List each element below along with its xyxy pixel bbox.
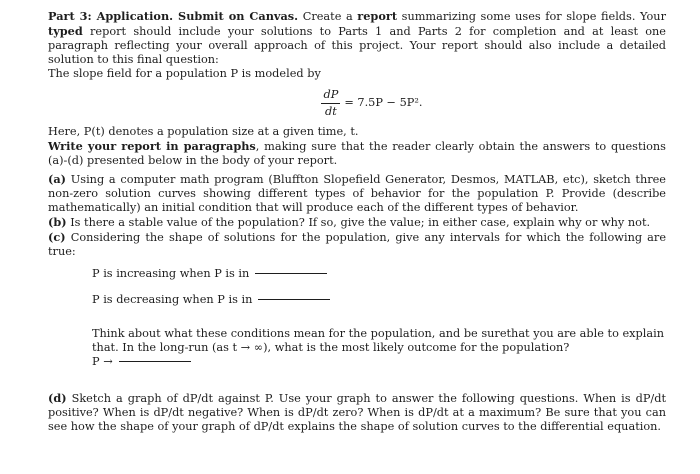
think-paragraph: Think about what these conditions mean for the population, and be surethat you are able to explain that. In the long-run (as t → ∞), what is the most likely outcome for the population? [92,327,664,354]
equation-rhs: = 7.5P − 5P². [344,96,423,109]
question-b-text: Is there a stable value of the population? If so, give the value; in either case, explain why or why not. [70,216,651,229]
question-a [48,172,666,215]
equation-denominator: dt [325,104,337,118]
document-page [48,9,666,434]
increasing-line [92,267,666,281]
intro-paragraph [48,9,666,67]
question-b [48,215,666,230]
limit-text: P → [92,355,113,368]
write-instruction-bold: Write your report in paragraphs [48,139,256,153]
decreasing-text: P is decreasing when P is in [92,293,253,306]
question-b-label: (b) [48,215,67,229]
differential-equation [78,86,666,120]
question-c-label: (c) [48,230,66,244]
here-line: Here, P(t) denotes a population size at a given time, t. [48,125,359,138]
question-a-label: (a) [48,172,67,186]
typed-emphasis: typed [48,24,83,38]
limit-blank [119,361,191,362]
increasing-text: P is increasing when P is in [92,267,250,280]
equation-numerator: dP [321,88,340,104]
intro-text-1: Create a [302,10,353,23]
question-d [48,391,666,434]
limit-line [92,355,666,369]
part-heading: Part 3: Application. Submit on Canvas. [48,9,299,23]
intro-text-3: report should include your solutions to Parts 1 and Parts 2 for completion and at least one paragraph reflecting your overall approach of this project. Your report should also include a detailed solution to this final question: [48,25,666,66]
report-emphasis: report [357,9,398,23]
decreasing-line [92,293,666,307]
model-line: The slope field for a population P is modeled by [48,67,321,80]
intro-text-2: summarizing some uses for slope fields. Your [401,10,666,23]
question-c-text: Considering the shape of solutions for the population, give any intervals for which the following are true: [48,231,667,258]
increasing-blank [255,273,327,274]
write-instruction-rest: , making sure that the reader clearly obtain the answers to questions (a)-(d) presented below in the body of your report. [48,140,666,167]
question-d-text: Sketch a graph of dP/dt against P. Use your graph to answer the following questions. When is dP/dt positive? When is dP/dt negative? When is dP/dt zero? When is dP/dt at a maximum? Be sure that you can see how the shape of your graph of dP/dt explains the shape of solution curves to the differential equation. [48,392,666,433]
decreasing-blank [258,299,330,300]
question-c [48,230,666,259]
question-a-text: Using a computer math program (Bluffton Slopefield Generator, Desmos, MATLAB, etc), sketch three non-zero solution curves showing different types of behavior for the population P. Provide (describe mathematically) an initial condition that will produce each of the different types of behavior. [48,173,666,214]
question-d-label: (d) [48,391,67,405]
write-instruction [48,139,666,168]
equation-fraction [321,88,340,119]
